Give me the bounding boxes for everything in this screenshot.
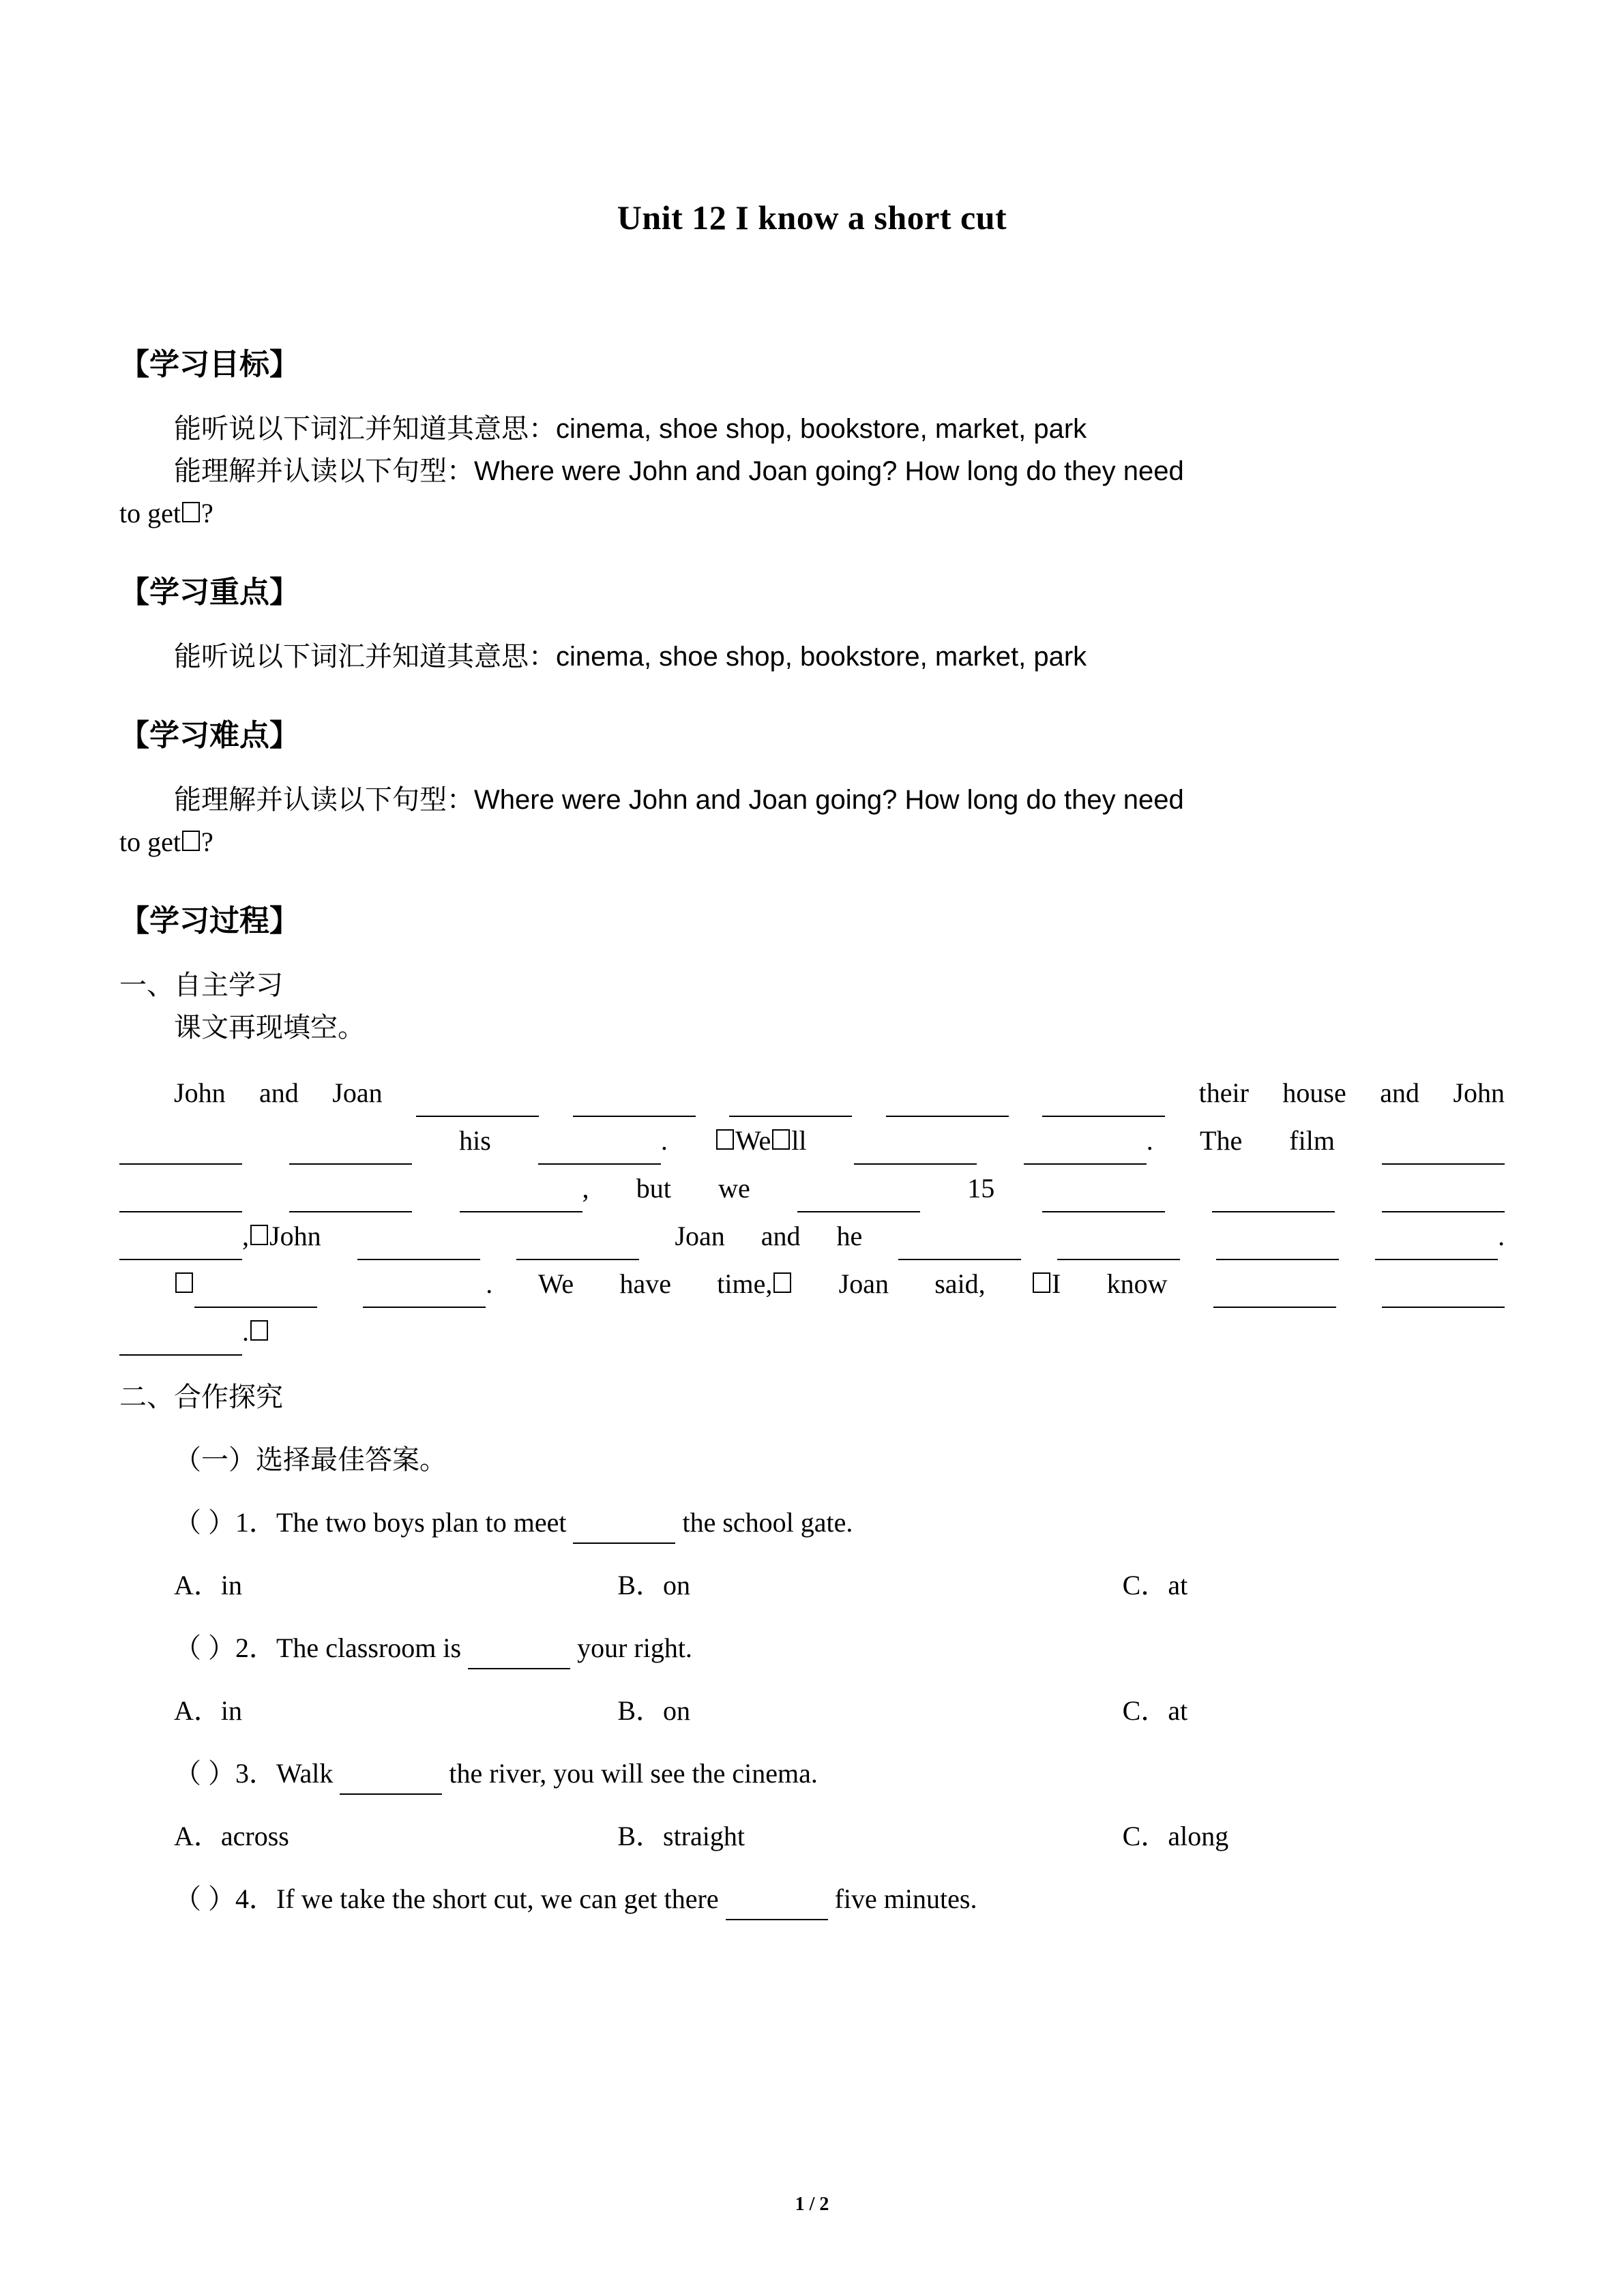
cloze-blank[interactable]	[357, 1233, 480, 1260]
objectives-line-2: 能理解并认读以下句型：Where were John and Joan going? How long do they need	[174, 456, 1184, 486]
box-glyph-icon	[182, 831, 200, 851]
option-b[interactable]: B．on	[617, 1695, 691, 1726]
cloze-blank[interactable]	[416, 1090, 539, 1117]
page-footer: 1 / 2	[795, 2194, 829, 2215]
question-3-options	[119, 1815, 1505, 1858]
cloze-blank[interactable]	[119, 1185, 242, 1212]
cloze-blank[interactable]	[886, 1090, 1009, 1117]
answer-parenthesis[interactable]: （ ）	[174, 1758, 235, 1789]
answer-parenthesis[interactable]: （ ）	[174, 1507, 235, 1538]
answer-blank[interactable]	[340, 1768, 442, 1795]
answer-blank[interactable]	[726, 1893, 828, 1920]
cloze-blank[interactable]	[1042, 1090, 1165, 1117]
cloze-blank[interactable]	[516, 1233, 639, 1260]
part-one-heading: 一、自主学习	[119, 970, 283, 1000]
cloze-blank[interactable]	[289, 1185, 412, 1212]
section-heading-key-points: 【学习重点】	[119, 576, 299, 609]
part-one-subheading: 课文再现填空。	[174, 1013, 365, 1043]
cloze-blank[interactable]	[1382, 1185, 1505, 1212]
cloze-blank[interactable]	[1375, 1233, 1498, 1260]
part-two-heading: 二、合作探究	[119, 1382, 283, 1412]
objectives-line-1: 能听说以下词汇并知道其意思：cinema, shoe shop, bookstore, market, park	[174, 414, 1087, 444]
box-glyph-icon	[773, 1272, 791, 1293]
question-4: （ ）4．If we take the short cut, we can get there five minutes.	[119, 1878, 1505, 1920]
question-2: （ ）2．The classroom is your right.	[119, 1627, 1505, 1669]
cloze-blank[interactable]	[573, 1090, 696, 1117]
cloze-line-5: . We have time, Joan said, I know	[119, 1260, 1505, 1308]
section-heading-objectives: 【学习目标】	[119, 348, 299, 381]
option-a[interactable]: A．across	[174, 1821, 289, 1851]
option-a[interactable]: A．in	[174, 1695, 242, 1726]
cloze-blank[interactable]	[1213, 1281, 1336, 1308]
section-heading-difficulties: 【学习难点】	[119, 719, 299, 752]
cloze-line-4: , John Joan and he .	[119, 1212, 1505, 1260]
cloze-blank[interactable]	[898, 1233, 1021, 1260]
cloze-blank[interactable]	[1382, 1137, 1505, 1165]
cloze-line-6: .	[119, 1308, 1505, 1356]
option-c[interactable]: C．at	[1122, 1570, 1188, 1600]
option-c[interactable]: C．along	[1122, 1821, 1229, 1851]
box-glyph-icon	[250, 1225, 268, 1245]
page-title: Unit 12 I know a short cut	[617, 198, 1007, 237]
cloze-line-3: , but we 15	[119, 1165, 1505, 1212]
cloze-blank[interactable]	[1024, 1137, 1147, 1165]
question-2-options	[119, 1690, 1505, 1732]
cloze-blank[interactable]	[1382, 1281, 1505, 1308]
cloze-line-2: his . We ll . The film	[119, 1117, 1505, 1165]
box-glyph-icon	[716, 1129, 734, 1150]
key-points-line-1: 能听说以下词汇并知道其意思：cinema, shoe shop, bookstore, market, park	[174, 642, 1087, 672]
difficulties-line-1: 能理解并认读以下句型：Where were John and Joan going? How long do they need	[174, 785, 1184, 815]
option-b[interactable]: B．straight	[617, 1821, 745, 1851]
option-b[interactable]: B．on	[617, 1570, 691, 1600]
question-1-options	[119, 1564, 1505, 1607]
cloze-blank[interactable]	[538, 1137, 661, 1165]
cloze-blank[interactable]	[1216, 1233, 1339, 1260]
cloze-blank[interactable]	[1212, 1185, 1335, 1212]
box-glyph-icon	[250, 1320, 268, 1341]
difficulties-line-2: to get ?	[119, 826, 213, 857]
objectives-line-3: to get ?	[119, 498, 213, 528]
cloze-line-1: John and Joan their house and John	[119, 1069, 1505, 1117]
answer-blank[interactable]	[468, 1642, 570, 1669]
cloze-blank[interactable]	[289, 1137, 412, 1165]
cloze-blank[interactable]	[119, 1233, 242, 1260]
cloze-blank[interactable]	[1042, 1185, 1165, 1212]
answer-parenthesis[interactable]: （ ）	[174, 1632, 235, 1663]
part-two-subheading: （一）选择最佳答案。	[174, 1445, 447, 1475]
option-a[interactable]: A．in	[174, 1570, 242, 1600]
cloze-blank[interactable]	[363, 1281, 486, 1308]
cloze-blank[interactable]	[729, 1090, 852, 1117]
cloze-blank[interactable]	[854, 1137, 977, 1165]
answer-parenthesis[interactable]: （ ）	[174, 1883, 235, 1914]
box-glyph-icon	[175, 1272, 193, 1293]
section-heading-process: 【学习过程】	[119, 904, 299, 938]
question-3: （ ）3．Walk the river, you will see the cinema.	[119, 1753, 1505, 1795]
box-glyph-icon	[182, 502, 200, 522]
cloze-blank[interactable]	[194, 1281, 317, 1308]
cloze-blank[interactable]	[1057, 1233, 1180, 1260]
answer-blank[interactable]	[573, 1517, 675, 1544]
cloze-blank[interactable]	[119, 1328, 242, 1356]
cloze-blank[interactable]	[460, 1185, 582, 1212]
box-glyph-icon	[772, 1129, 790, 1150]
option-c[interactable]: C．at	[1122, 1695, 1188, 1726]
box-glyph-icon	[1033, 1272, 1050, 1293]
question-1: （ ）1．The two boys plan to meet the school gate.	[119, 1502, 1505, 1544]
cloze-blank[interactable]	[797, 1185, 920, 1212]
cloze-blank[interactable]	[119, 1137, 242, 1165]
